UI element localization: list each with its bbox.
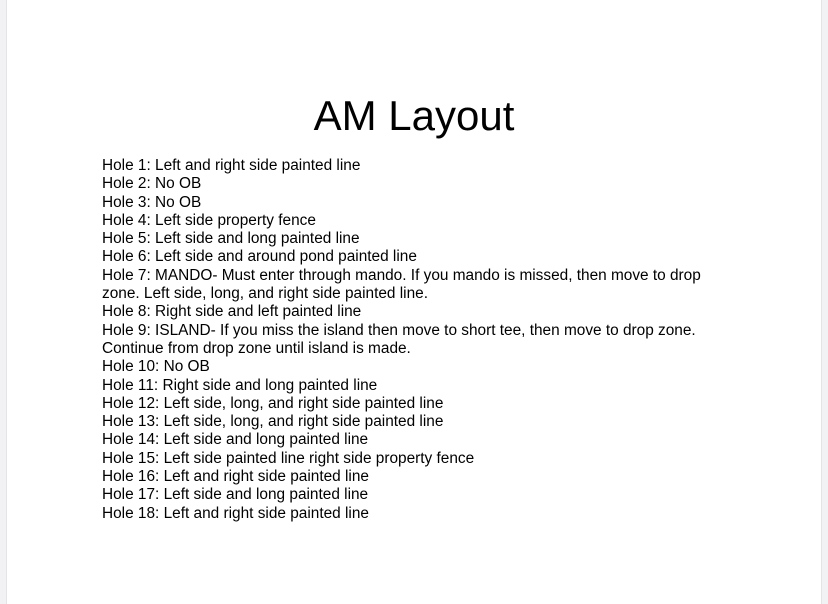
document-page: [6, 0, 822, 604]
text-line: Hole 10: No OB: [102, 358, 210, 376]
text-line: Hole 6: Left side and around pond painted line: [102, 248, 417, 266]
page-title: AM Layout: [313, 92, 515, 139]
text-line: Hole 3: No OB: [102, 193, 202, 211]
text-line: Hole 4: Left side property fence: [102, 211, 316, 229]
text-line: Continue from drop zone until island is made.: [102, 339, 411, 357]
text-line: Hole 16: Left and right side painted line: [102, 468, 369, 486]
text-line: Hole 2: No OB: [102, 175, 202, 193]
text-line: Hole 15: Left side painted line right side property fence: [102, 449, 475, 467]
text-line: Hole 8: Right side and left painted line: [102, 303, 362, 321]
text-line: Hole 12: Left side, long, and right side painted line: [102, 394, 444, 412]
hole-rules-list: [102, 157, 742, 523]
text-line: Hole 18: Left and right side painted line: [102, 504, 369, 522]
text-line: Hole 7: MANDO- Must enter through mando. If you mando is missed, then move to drop: [102, 266, 701, 284]
text-line: zone. Left side, long, and right side painted line.: [102, 285, 428, 303]
text-line: Hole 13: Left side, long, and right side painted line: [102, 413, 444, 431]
text-line: Hole 1: Left and right side painted line: [102, 157, 361, 174]
text-line: Hole 17: Left side and long painted line: [102, 486, 369, 504]
text-line: Hole 5: Left side and long painted line: [102, 230, 360, 248]
text-line: Hole 14: Left side and long painted line: [102, 431, 369, 449]
text-line: Hole 9: ISLAND- If you miss the island then move to short tee, then move to drop zone.: [102, 321, 696, 339]
text-line: Hole 11: Right side and long painted line: [102, 376, 378, 394]
